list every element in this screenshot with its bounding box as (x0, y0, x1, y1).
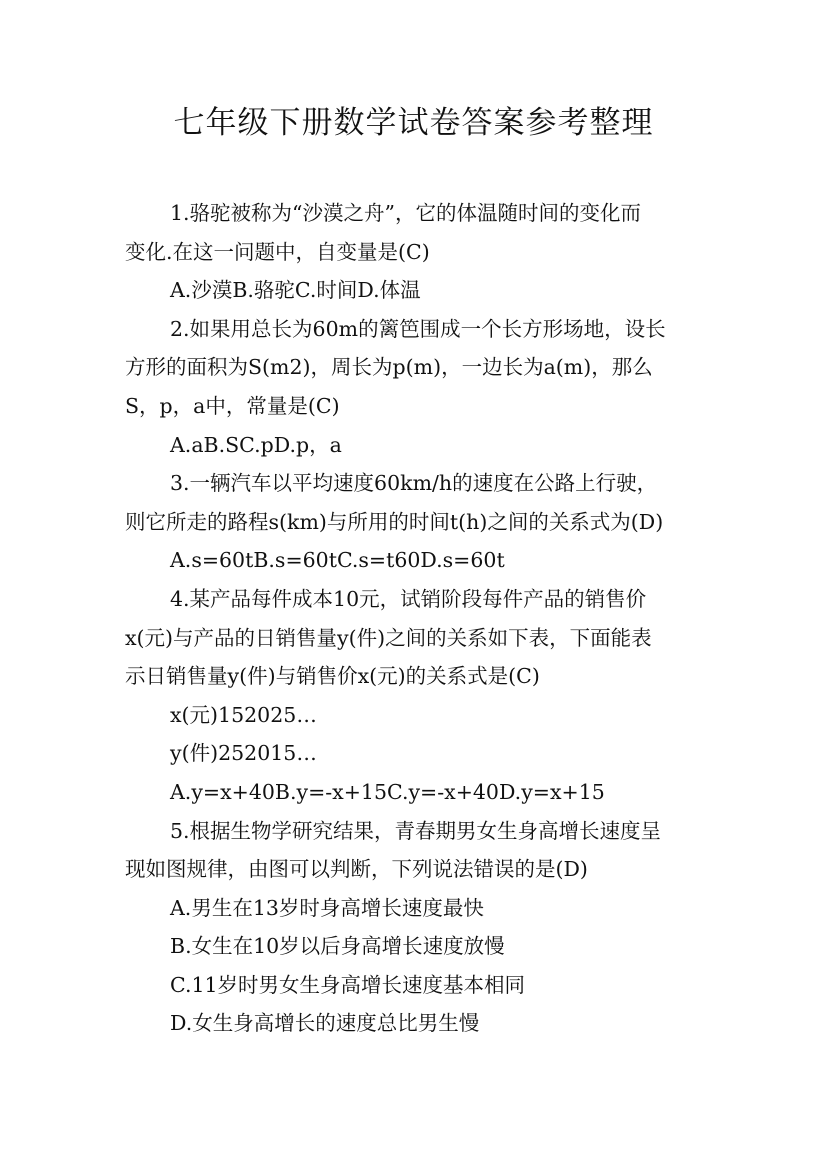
text-line: 5.根据生物学研究结果，青春期男女生身高增长速度呈 (170, 818, 662, 843)
document-body (125, 194, 705, 1043)
text-line: 现如图规律，由图可以判断，下列说法错误的是(D) (125, 857, 588, 882)
text-line: A.沙漠B.骆驼C.时间D.体温 (170, 278, 421, 303)
text-line: 2.如果用总长为60m的篱笆围成一个长方形场地，设长 (170, 316, 666, 341)
text-line: A.男生在13岁时身高增长速度最快 (170, 895, 484, 920)
text-line: A.s=60tB.s=60tC.s=t60D.s=60t (170, 548, 505, 573)
text-line: A.y=x+40B.y=-x+15C.y=-x+40D.y=x+15 (170, 779, 605, 804)
text-line: 4.某产品每件成本10元，试销阶段每件产品的销售价 (170, 586, 647, 611)
text-line: x(元)与产品的日销售量y(件)之间的关系如下表，下面能表 (125, 625, 652, 650)
text-line: B.女生在10岁以后身高增长速度放慢 (170, 934, 505, 959)
text-line: 1.骆驼被称为“沙漠之舟”，它的体温随时间的变化而 (170, 201, 642, 225)
text-line: y(件)252015… (170, 741, 317, 766)
text-line: 则它所走的路程s(km)与所用的时间t(h)之间的关系式为(D) (125, 509, 664, 534)
text-line: 示日销售量y(件)与销售价x(元)的关系式是(C) (125, 664, 540, 689)
text-line: 方形的面积为S(m2)，周长为p(m)，一边长为a(m)，那么 (125, 355, 653, 380)
text-line: D.女生身高增长的速度总比男生慢 (170, 1011, 480, 1036)
text-line: S，p，a中，常量是(C) (125, 393, 340, 418)
document-title: 七年级下册数学试卷答案参考整理 (173, 105, 654, 141)
text-line: 变化.在这一问题中，自变量是(C) (125, 239, 430, 264)
text-line: C.11岁时男女生身高增长速度基本相同 (170, 972, 526, 997)
text-line: x(元)152025… (170, 702, 317, 727)
text-line: A.aB.SC.pD.p，a (170, 432, 342, 457)
text-line: 3.一辆汽车以平均速度60km/h的速度在公路上行驶， (170, 471, 658, 496)
